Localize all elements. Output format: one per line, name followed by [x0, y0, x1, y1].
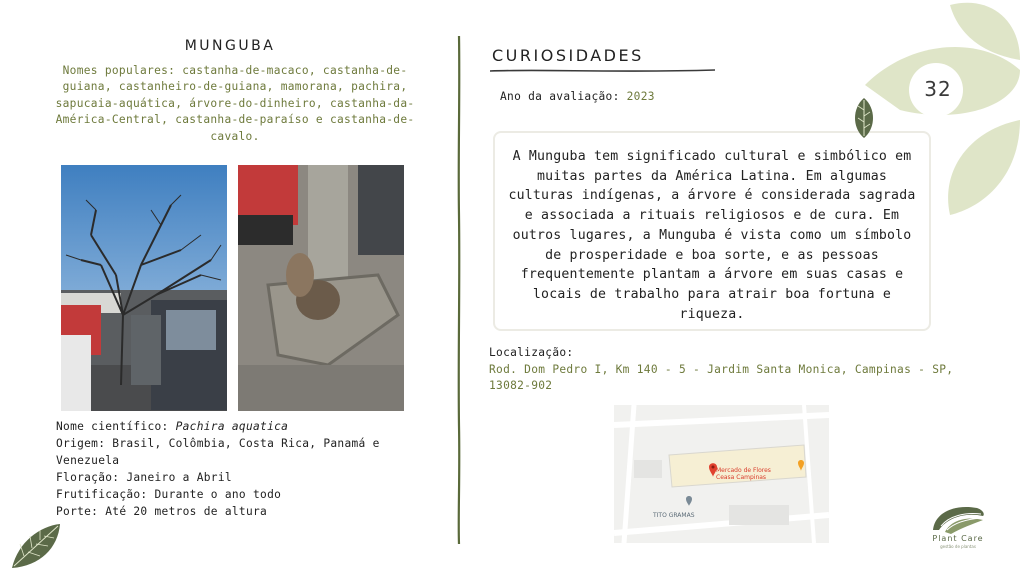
evaluation-year: Ano da avaliação: 2023 [500, 90, 655, 103]
origin: Origem: Brasil, Colômbia, Costa Rica, Panamá e Venezuela [56, 437, 380, 467]
tree-photo [61, 165, 227, 411]
curiosity-text: A Munguba tem significado cultural e simbólico em muitas partes da América Latina. Em algumas culturas indígenas, a árvore é considerada sagrada e associada a rituais religiosos e de cura. Em outros lugares, a Munguba é vista como um símbolo de prosperidade e boa sorte, e as pessoas frequentemente plantam a árvore em suas casas e locais de trabalho para atrair boa fortuna e riqueza. [508, 149, 916, 322]
location-label: Localização: [489, 346, 574, 359]
size: Porte: Até 20 metros de altura [56, 505, 268, 518]
location-map[interactable] [614, 405, 829, 543]
curiosities-title: CURIOSIDADES [492, 46, 644, 65]
page-number: 32 [924, 77, 952, 101]
scientific-name: Pachira aquatica [175, 420, 289, 433]
plant-facts [56, 418, 416, 520]
leaf-icon [852, 98, 876, 138]
scientific-name-row: Nome científico: Pachira aquatica [56, 420, 289, 433]
title-underline [490, 68, 715, 74]
fruiting: Frutificação: Durante o ano todo [56, 488, 282, 501]
map-poi-secondary: TITO GRAMAS [653, 512, 695, 519]
evaluation-year-value: 2023 [626, 90, 655, 103]
flowering: Floração: Janeiro a Abril [56, 471, 232, 484]
brand-tagline: gestão de plantas [940, 544, 976, 549]
plant-title: MUNGUBA [184, 38, 276, 54]
leaf-icon [10, 522, 62, 570]
decorative-leaves [860, 0, 1024, 230]
tree-base-photo [238, 165, 404, 411]
map-poi-main: Mercado de Flores Ceasa Campinas [716, 467, 771, 481]
location-address[interactable]: Rod. Dom Pedro I, Km 140 - 5 - Jardim Santa Monica, Campinas - SP, 13082-902 [489, 363, 954, 392]
popular-names: Nomes populares: castanha-de-macaco, castanha-de-guiana, castanheiro-de-guiana, mamorana, pachira, sapucaia-aquática, árvore-do-dinheiro, castanha-da-América-Central, castanha-de-paraíso e castanha-de-cavalo. [55, 64, 415, 143]
vertical-divider [455, 36, 463, 544]
brand-name: Plant Care [932, 534, 984, 543]
